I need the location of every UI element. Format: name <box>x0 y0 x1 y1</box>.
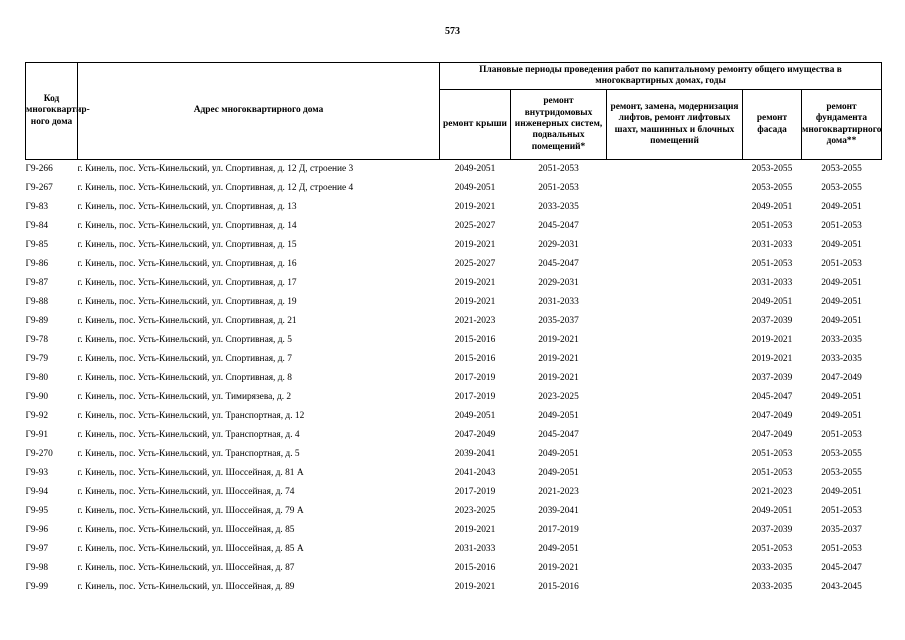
cell-facade: 2049-2051 <box>751 296 793 307</box>
cell-lifts <box>607 160 743 180</box>
table-row <box>26 464 882 483</box>
cell-systems: 2039-2041 <box>538 505 579 516</box>
cell-code: Г9-97 <box>25 543 49 554</box>
table-row <box>26 407 882 426</box>
cell-lifts <box>607 255 743 274</box>
cell-roof: 2017-2019 <box>454 486 496 497</box>
cell-foundation: 2051-2053 <box>821 258 862 269</box>
cell-address: г. Кинель, пос. Усть-Кинельский, ул. Транспортная, д. 4 <box>77 429 300 440</box>
cell-code: Г9-80 <box>25 372 49 383</box>
cell-foundation: 2051-2053 <box>821 429 862 440</box>
cell-roof: 2041-2043 <box>454 467 496 478</box>
table-row <box>26 388 882 407</box>
cell-systems: 2049-2051 <box>538 448 579 459</box>
cell-facade: 2053-2055 <box>751 163 793 174</box>
cell-foundation: 2053-2055 <box>821 182 862 193</box>
cell-facade: 2031-2033 <box>751 239 793 250</box>
table-row <box>26 331 882 350</box>
header-code: Код многоквартир-ного дома <box>26 63 78 160</box>
cell-facade: 2037-2039 <box>751 315 793 326</box>
cell-foundation: 2051-2053 <box>821 543 862 554</box>
cell-lifts <box>607 464 743 483</box>
cell-foundation: 2053-2055 <box>821 163 862 174</box>
cell-code: Г9-98 <box>25 562 49 573</box>
cell-systems: 2015-2016 <box>538 581 579 592</box>
cell-systems: 2045-2047 <box>538 258 579 269</box>
cell-facade: 2037-2039 <box>751 524 793 535</box>
cell-lifts <box>607 350 743 369</box>
cell-facade: 2051-2053 <box>751 258 793 269</box>
cell-address: г. Кинель, пос. Усть-Кинельский, ул. Спортивная, д. 21 <box>77 315 297 326</box>
cell-address: г. Кинель, пос. Усть-Кинельский, ул. Спортивная, д. 17 <box>77 277 297 288</box>
cell-facade: 2019-2021 <box>751 353 793 364</box>
cell-address: г. Кинель, пос. Усть-Кинельский, ул. Тимирязева, д. 2 <box>77 391 292 402</box>
cell-lifts <box>607 426 743 445</box>
cell-systems: 2023-2025 <box>538 391 579 402</box>
cell-foundation: 2049-2051 <box>821 277 862 288</box>
cell-systems: 2035-2037 <box>538 315 579 326</box>
cell-address: г. Кинель, пос. Усть-Кинельский, ул. Спортивная, д. 8 <box>77 372 292 383</box>
table-row <box>26 426 882 445</box>
header-address: Адрес многоквартирного дома <box>78 63 440 160</box>
cell-foundation: 2049-2051 <box>821 201 862 212</box>
cell-lifts <box>607 445 743 464</box>
table-row <box>26 578 882 597</box>
cell-roof: 2025-2027 <box>454 258 496 269</box>
table-row <box>26 160 882 180</box>
cell-facade: 2031-2033 <box>751 277 793 288</box>
table-row <box>26 236 882 255</box>
cell-code: Г9-267 <box>25 182 53 193</box>
cell-code: Г9-89 <box>25 315 49 326</box>
table-row <box>26 217 882 236</box>
cell-code: Г9-91 <box>25 429 49 440</box>
cell-roof: 2019-2021 <box>454 296 496 307</box>
cell-foundation: 2049-2051 <box>821 486 862 497</box>
cell-systems: 2019-2021 <box>538 372 579 383</box>
cell-facade: 2045-2047 <box>751 391 793 402</box>
cell-facade: 2051-2053 <box>751 448 793 459</box>
cell-code: Г9-92 <box>25 410 49 421</box>
table-row <box>26 274 882 293</box>
cell-code: Г9-99 <box>25 581 49 592</box>
cell-lifts <box>607 483 743 502</box>
cell-facade: 2033-2035 <box>751 562 793 573</box>
cell-foundation: 2049-2051 <box>821 391 862 402</box>
cell-facade: 2049-2051 <box>751 505 793 516</box>
cell-code: Г9-88 <box>25 296 49 307</box>
cell-systems: 2049-2051 <box>538 467 579 478</box>
cell-lifts <box>607 331 743 350</box>
table-row <box>26 559 882 578</box>
cell-systems: 2019-2021 <box>538 353 579 364</box>
table-row <box>26 198 882 217</box>
cell-systems: 2051-2053 <box>538 163 579 174</box>
table-row <box>26 445 882 464</box>
cell-systems: 2049-2051 <box>538 543 579 554</box>
cell-foundation: 2051-2053 <box>821 505 862 516</box>
cell-foundation: 2033-2035 <box>821 353 862 364</box>
cell-roof: 2039-2041 <box>454 448 496 459</box>
cell-address: г. Кинель, пос. Усть-Кинельский, ул. Спортивная, д. 12 Д, строение 4 <box>77 182 354 193</box>
cell-code: Г9-83 <box>25 201 49 212</box>
cell-foundation: 2049-2051 <box>821 239 862 250</box>
cell-roof: 2019-2021 <box>454 239 496 250</box>
cell-address: г. Кинель, пос. Усть-Кинельский, ул. Шоссейная, д. 87 <box>77 562 295 573</box>
cell-lifts <box>607 559 743 578</box>
cell-address: г. Кинель, пос. Усть-Кинельский, ул. Спортивная, д. 12 Д, строение 3 <box>77 163 354 174</box>
table-row <box>26 255 882 274</box>
cell-roof: 2023-2025 <box>454 505 496 516</box>
cell-roof: 2025-2027 <box>454 220 496 231</box>
cell-code: Г9-79 <box>25 353 49 364</box>
cell-facade: 2037-2039 <box>751 372 793 383</box>
cell-facade: 2051-2053 <box>751 220 793 231</box>
cell-lifts <box>607 179 743 198</box>
cell-foundation: 2053-2055 <box>821 467 862 478</box>
cell-lifts <box>607 578 743 597</box>
table-row <box>26 293 882 312</box>
cell-foundation: 2045-2047 <box>821 562 862 573</box>
cell-address: г. Кинель, пос. Усть-Кинельский, ул. Шоссейная, д. 85 А <box>77 543 304 554</box>
table-row <box>26 350 882 369</box>
cell-systems: 2031-2033 <box>538 296 579 307</box>
cell-address: г. Кинель, пос. Усть-Кинельский, ул. Шоссейная, д. 89 <box>77 581 295 592</box>
cell-roof: 2049-2051 <box>454 182 496 193</box>
cell-facade: 2047-2049 <box>751 429 793 440</box>
table-row <box>26 369 882 388</box>
cell-lifts <box>607 369 743 388</box>
cell-systems: 2019-2021 <box>538 562 579 573</box>
cell-lifts <box>607 521 743 540</box>
cell-code: Г9-90 <box>25 391 49 402</box>
cell-systems: 2049-2051 <box>538 410 579 421</box>
cell-systems: 2019-2021 <box>538 334 579 345</box>
cell-address: г. Кинель, пос. Усть-Кинельский, ул. Спортивная, д. 7 <box>77 353 292 364</box>
cell-code: Г9-78 <box>25 334 49 345</box>
cell-lifts <box>607 312 743 331</box>
cell-address: г. Кинель, пос. Усть-Кинельский, ул. Транспортная, д. 5 <box>77 448 300 459</box>
cell-roof: 2015-2016 <box>454 353 496 364</box>
cell-lifts <box>607 198 743 217</box>
cell-roof: 2017-2019 <box>454 391 496 402</box>
cell-facade: 2051-2053 <box>751 467 793 478</box>
cell-foundation: 2047-2049 <box>821 372 862 383</box>
table-body <box>26 160 882 598</box>
cell-lifts <box>607 217 743 236</box>
header-systems: ремонт внутридомовых инженерных систем, подвальных помещений* <box>511 90 607 160</box>
cell-systems: 2029-2031 <box>538 277 579 288</box>
cell-roof: 2019-2021 <box>454 524 496 535</box>
cell-foundation: 2035-2037 <box>821 524 862 535</box>
cell-roof: 2017-2019 <box>454 372 496 383</box>
cell-address: г. Кинель, пос. Усть-Кинельский, ул. Спортивная, д. 19 <box>77 296 297 307</box>
cell-address: г. Кинель, пос. Усть-Кинельский, ул. Спортивная, д. 13 <box>77 201 297 212</box>
table-row <box>26 502 882 521</box>
cell-lifts <box>607 236 743 255</box>
cell-foundation: 2051-2053 <box>821 220 862 231</box>
cell-code: Г9-266 <box>25 163 53 174</box>
capital-repair-table <box>25 62 882 597</box>
page-number: 573 <box>445 26 460 37</box>
cell-roof: 2015-2016 <box>454 562 496 573</box>
cell-foundation: 2033-2035 <box>821 334 862 345</box>
header-periods: Плановые периоды проведения работ по капитальному ремонту общего имущества в многоквартирных домах, годы <box>440 63 882 90</box>
cell-lifts <box>607 407 743 426</box>
cell-address: г. Кинель, пос. Усть-Кинельский, ул. Шоссейная, д. 81 А <box>77 467 304 478</box>
cell-code: Г9-93 <box>25 467 49 478</box>
cell-code: Г9-85 <box>25 239 49 250</box>
cell-lifts <box>607 293 743 312</box>
cell-facade: 2051-2053 <box>751 543 793 554</box>
header-roof: ремонт крыши <box>440 90 511 160</box>
cell-systems: 2021-2023 <box>538 486 579 497</box>
cell-facade: 2047-2049 <box>751 410 793 421</box>
cell-roof: 2021-2023 <box>454 315 496 326</box>
cell-foundation: 2049-2051 <box>821 410 862 421</box>
cell-lifts <box>607 388 743 407</box>
table-row <box>26 540 882 559</box>
cell-systems: 2045-2047 <box>538 220 579 231</box>
cell-systems: 2017-2019 <box>538 524 579 535</box>
header-lifts: ремонт, замена, модернизация лифтов, ремонт лифтовых шахт, машинных и блочных помещений <box>607 90 743 160</box>
cell-roof: 2019-2021 <box>454 581 496 592</box>
cell-address: г. Кинель, пос. Усть-Кинельский, ул. Спортивная, д. 5 <box>77 334 292 345</box>
cell-systems: 2051-2053 <box>538 182 579 193</box>
table-row <box>26 179 882 198</box>
cell-roof: 2015-2016 <box>454 334 496 345</box>
cell-lifts <box>607 502 743 521</box>
table-row <box>26 312 882 331</box>
cell-code: Г9-96 <box>25 524 49 535</box>
cell-facade: 2033-2035 <box>751 581 793 592</box>
cell-systems: 2045-2047 <box>538 429 579 440</box>
cell-code: Г9-86 <box>25 258 49 269</box>
table-row <box>26 521 882 540</box>
cell-roof: 2049-2051 <box>454 410 496 421</box>
header-foundation: ремонт фундамента многоквартирного дома** <box>802 90 882 160</box>
cell-code: Г9-94 <box>25 486 49 497</box>
cell-lifts <box>607 540 743 559</box>
cell-address: г. Кинель, пос. Усть-Кинельский, ул. Спортивная, д. 14 <box>77 220 297 231</box>
header-facade: ремонт фасада <box>743 90 802 160</box>
cell-code: Г9-95 <box>25 505 49 516</box>
cell-foundation: 2049-2051 <box>821 296 862 307</box>
cell-roof: 2019-2021 <box>454 277 496 288</box>
cell-foundation: 2053-2055 <box>821 448 862 459</box>
cell-address: г. Кинель, пос. Усть-Кинельский, ул. Спортивная, д. 16 <box>77 258 297 269</box>
cell-address: г. Кинель, пос. Усть-Кинельский, ул. Шоссейная, д. 79 А <box>77 505 304 516</box>
cell-facade: 2019-2021 <box>751 334 793 345</box>
cell-address: г. Кинель, пос. Усть-Кинельский, ул. Шоссейная, д. 74 <box>77 486 295 497</box>
cell-address: г. Кинель, пос. Усть-Кинельский, ул. Спортивная, д. 15 <box>77 239 297 250</box>
cell-foundation: 2049-2051 <box>821 315 862 326</box>
cell-address: г. Кинель, пос. Усть-Кинельский, ул. Шоссейная, д. 85 <box>77 524 295 535</box>
cell-code: Г9-84 <box>25 220 49 231</box>
cell-roof: 2049-2051 <box>454 163 496 174</box>
cell-roof: 2031-2033 <box>454 543 496 554</box>
table-row <box>26 483 882 502</box>
cell-code: Г9-87 <box>25 277 49 288</box>
cell-facade: 2053-2055 <box>751 182 793 193</box>
cell-address: г. Кинель, пос. Усть-Кинельский, ул. Транспортная, д. 12 <box>77 410 305 421</box>
cell-facade: 2021-2023 <box>751 486 793 497</box>
cell-lifts <box>607 274 743 293</box>
cell-systems: 2029-2031 <box>538 239 579 250</box>
cell-foundation: 2043-2045 <box>821 581 862 592</box>
cell-code: Г9-270 <box>25 448 53 459</box>
cell-facade: 2049-2051 <box>751 201 793 212</box>
cell-systems: 2033-2035 <box>538 201 579 212</box>
cell-roof: 2019-2021 <box>454 201 496 212</box>
cell-roof: 2047-2049 <box>454 429 496 440</box>
